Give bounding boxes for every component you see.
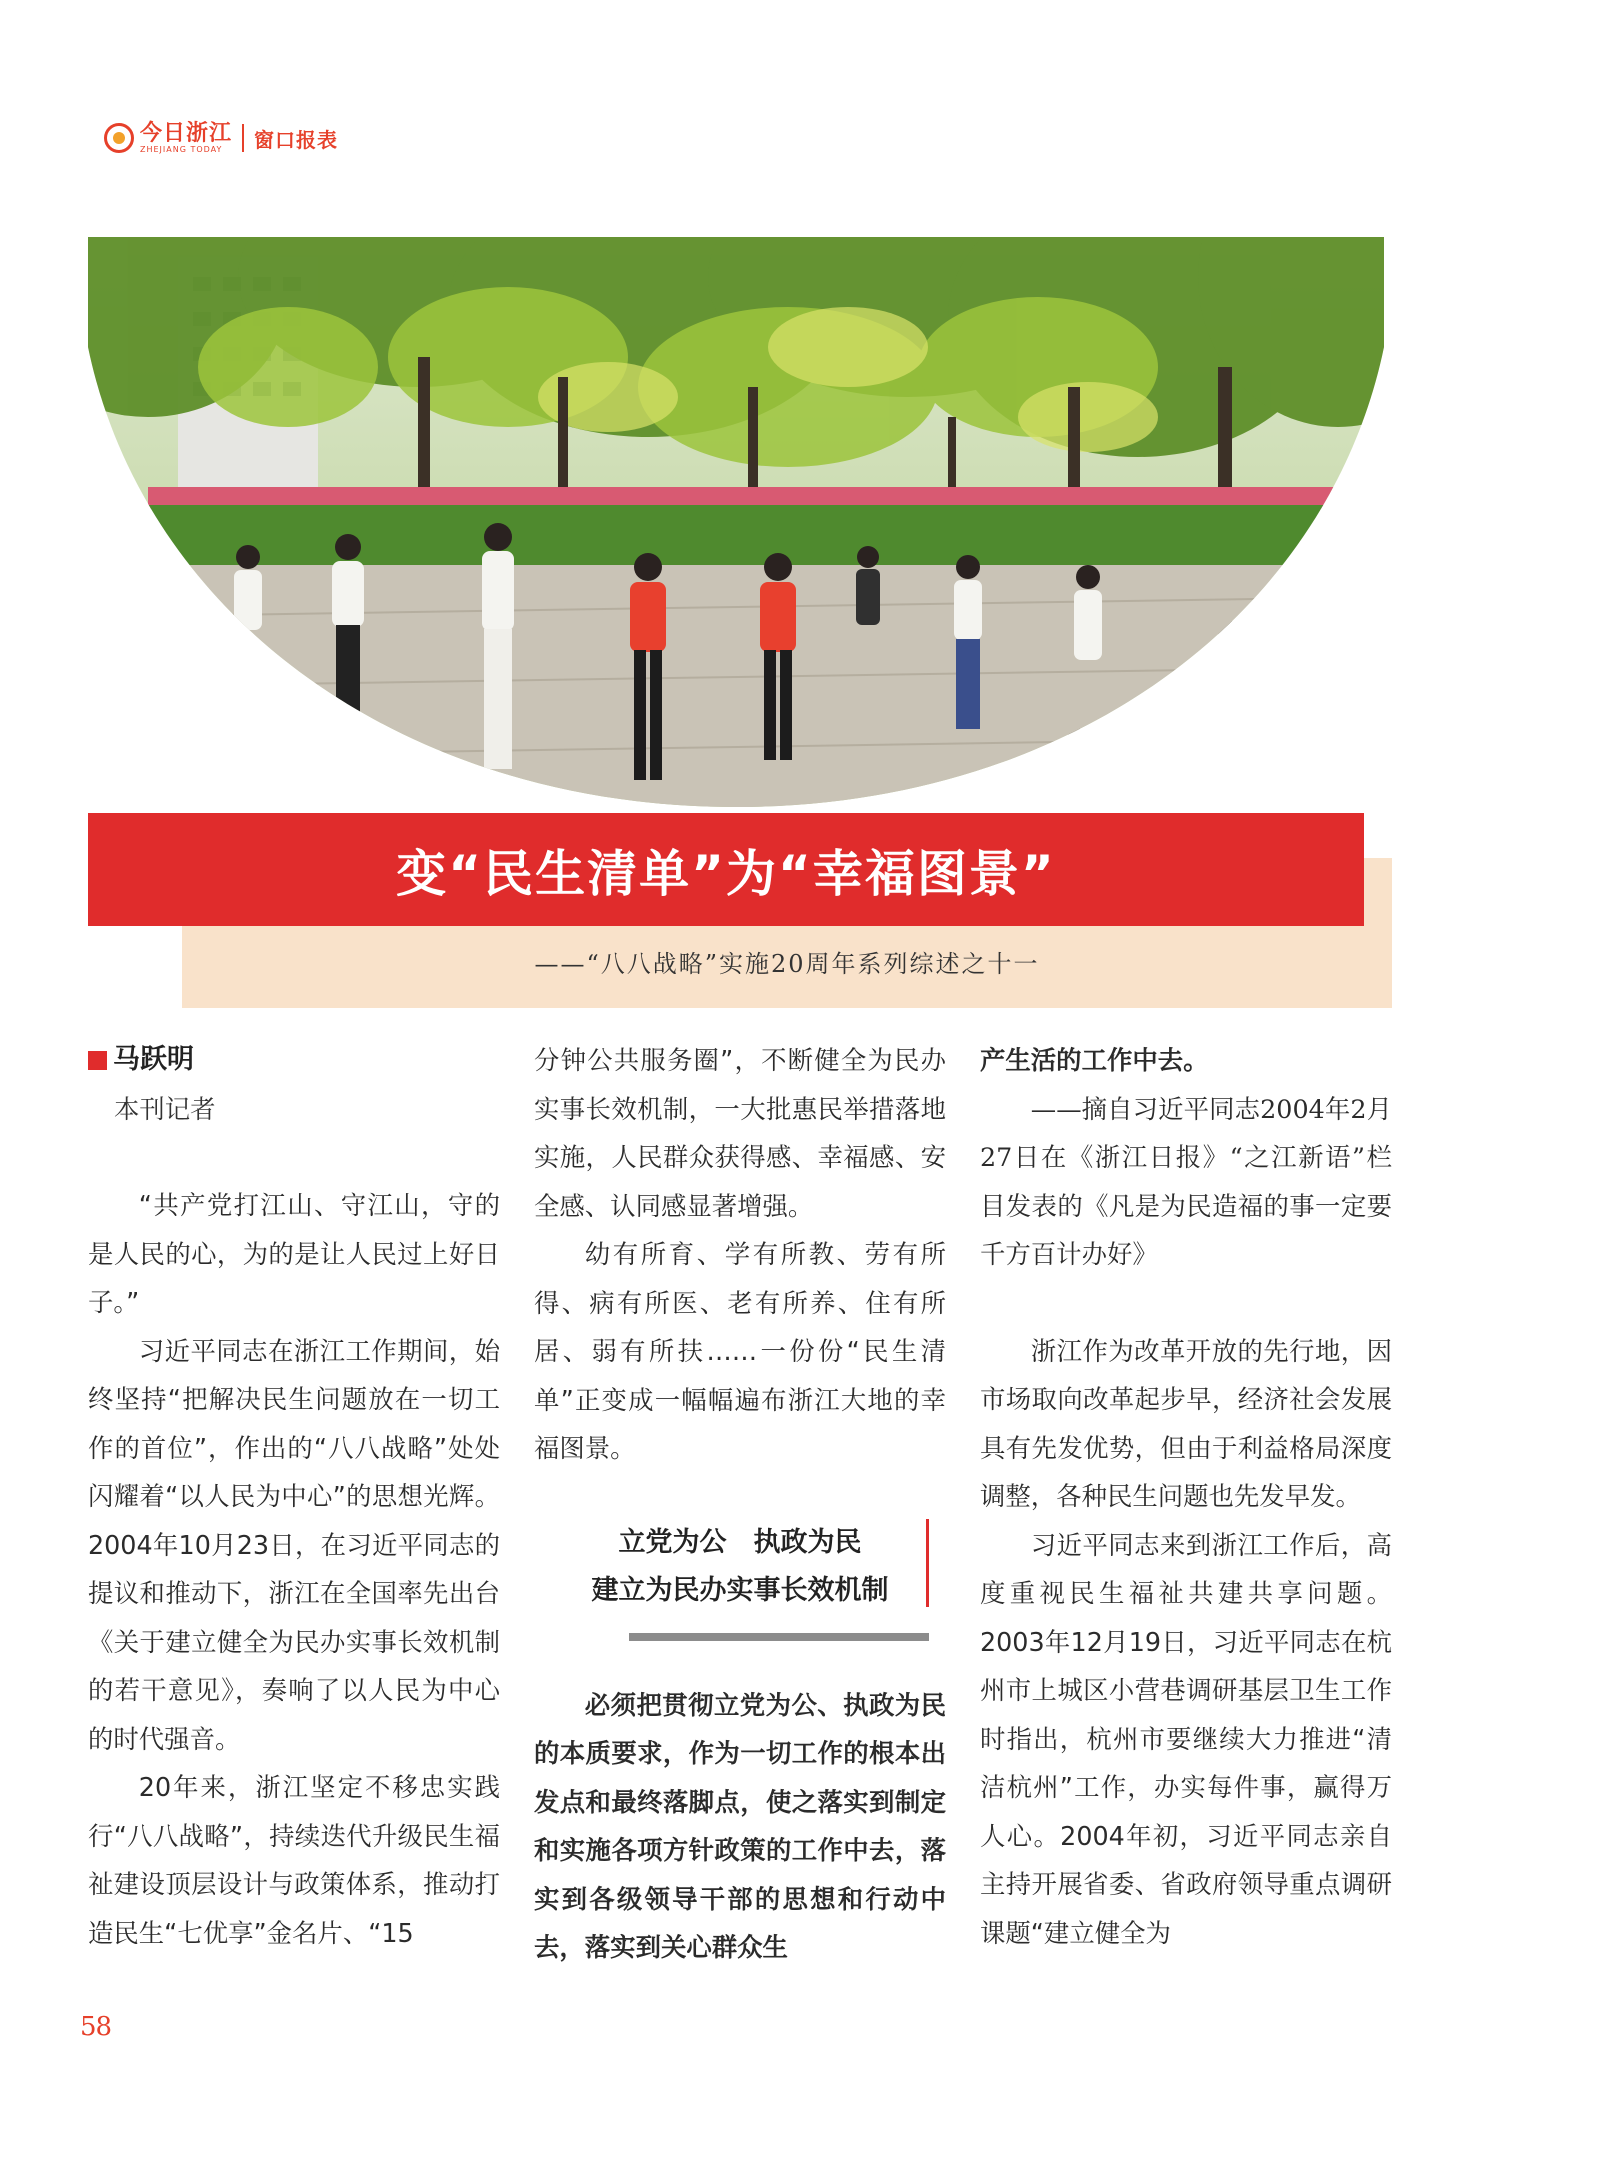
- logo-cn: 今日浙江: [140, 120, 233, 146]
- paragraph: 浙江作为改革开放的先行地，因市场取向改革起步早，经济社会发展具有先发优势，但由于利益格局深度调整，各种民生问题也先发早发。: [980, 1335, 1392, 1511]
- paragraph: 习近平同志来到浙江工作后，高度重视民生福祉共建共享问题。2003年12月19日，习近平同志在杭州市上城区小营巷调研基层卫生工作时指出，杭州市要继续大力推进“清洁杭州”工作，办实每件事，赢得万人心。2004年初，习近平同志亲自主持开展省委、省政府领导重点调研课题“建立健全为: [980, 1529, 1392, 1948]
- section-heading-line-1: 立党为公 执政为民: [618, 1526, 862, 1558]
- author-line: [88, 1036, 500, 1085]
- paragraph: 分钟公共服务圈”，不断健全为民办实事长效机制，一大批惠民举措落地实施，人民群众获得感、幸福感、安全感、认同感显著增强。: [534, 1045, 946, 1221]
- header-divider: [242, 124, 244, 152]
- logo-en: ZHEJIANG TODAY: [140, 145, 223, 154]
- paragraph: 20年来，浙江坚定不移忠实践行“八八战略”，持续迭代升级民生福祉建设顶层设计与政策体系，推动打造民生“七优享”金名片、“15: [88, 1772, 500, 1948]
- author-marker-icon: [88, 1051, 107, 1070]
- hero-photo: [88, 237, 1384, 807]
- logo-wordmark: [140, 122, 232, 154]
- quote-paragraph-continued: 产生活的工作中去。: [980, 1045, 1209, 1075]
- title-band: [88, 813, 1364, 926]
- paragraph: “共产党打江山、守江山，守的是人民的心，为的是让人民过上好日子。”: [88, 1190, 500, 1317]
- paragraph: 幼有所育、学有所教、劳有所得、病有所医、老有所养、住有所居、弱有所扶……一份份“民生清单”正变成一幅幅遍布浙江大地的幸福图景。: [534, 1239, 946, 1463]
- section-label: 窗口报表: [254, 127, 339, 152]
- quote-source: ——摘自习近平同志2004年2月27日在《浙江日报》“之江新语”栏目发表的《凡是为民造福的事一定要千方百计办好》: [980, 1093, 1392, 1269]
- column-1: [88, 1036, 500, 1957]
- article-title: 变“民生清单”为“幸福图景”: [396, 844, 1056, 903]
- column-2: [534, 1036, 946, 1972]
- spacer: [980, 1279, 1392, 1327]
- page-number: 58: [80, 2012, 112, 2042]
- quote-paragraph: 必须把贯彻立党为公、执政为民的本质要求，作为一切工作的根本出发点和最终落脚点，使之落实到制定和实施各项方针政策的工作中去，落实到各级领导干部的思想和行动中去，落实到关心群众生: [534, 1689, 946, 1962]
- section-heading-line-2: 建立为民办实事长效机制: [591, 1574, 889, 1606]
- column-3: [980, 1036, 1392, 1957]
- article-subtitle: ——“八八战略”实施20周年系列综述之十一: [534, 950, 1040, 978]
- author-name: 马跃明: [113, 1044, 194, 1075]
- masthead: [104, 118, 338, 158]
- section-heading: [565, 1513, 915, 1623]
- paragraph: 习近平同志在浙江工作期间，始终坚持“把解决民生问题放在一切工作的首位”，作出的“八八战略”处处闪耀着“以人民为中心”的思想光辉。2004年10月23日，在习近平同志的提议和推动下，浙江在全国率先出台《关于建立健全为民办实事长效机制的若干意见》，奏响了以人民为中心的时代强音。: [88, 1335, 500, 1754]
- sun-logo-icon: [104, 123, 134, 153]
- author-role: 本刊记者: [114, 1093, 216, 1124]
